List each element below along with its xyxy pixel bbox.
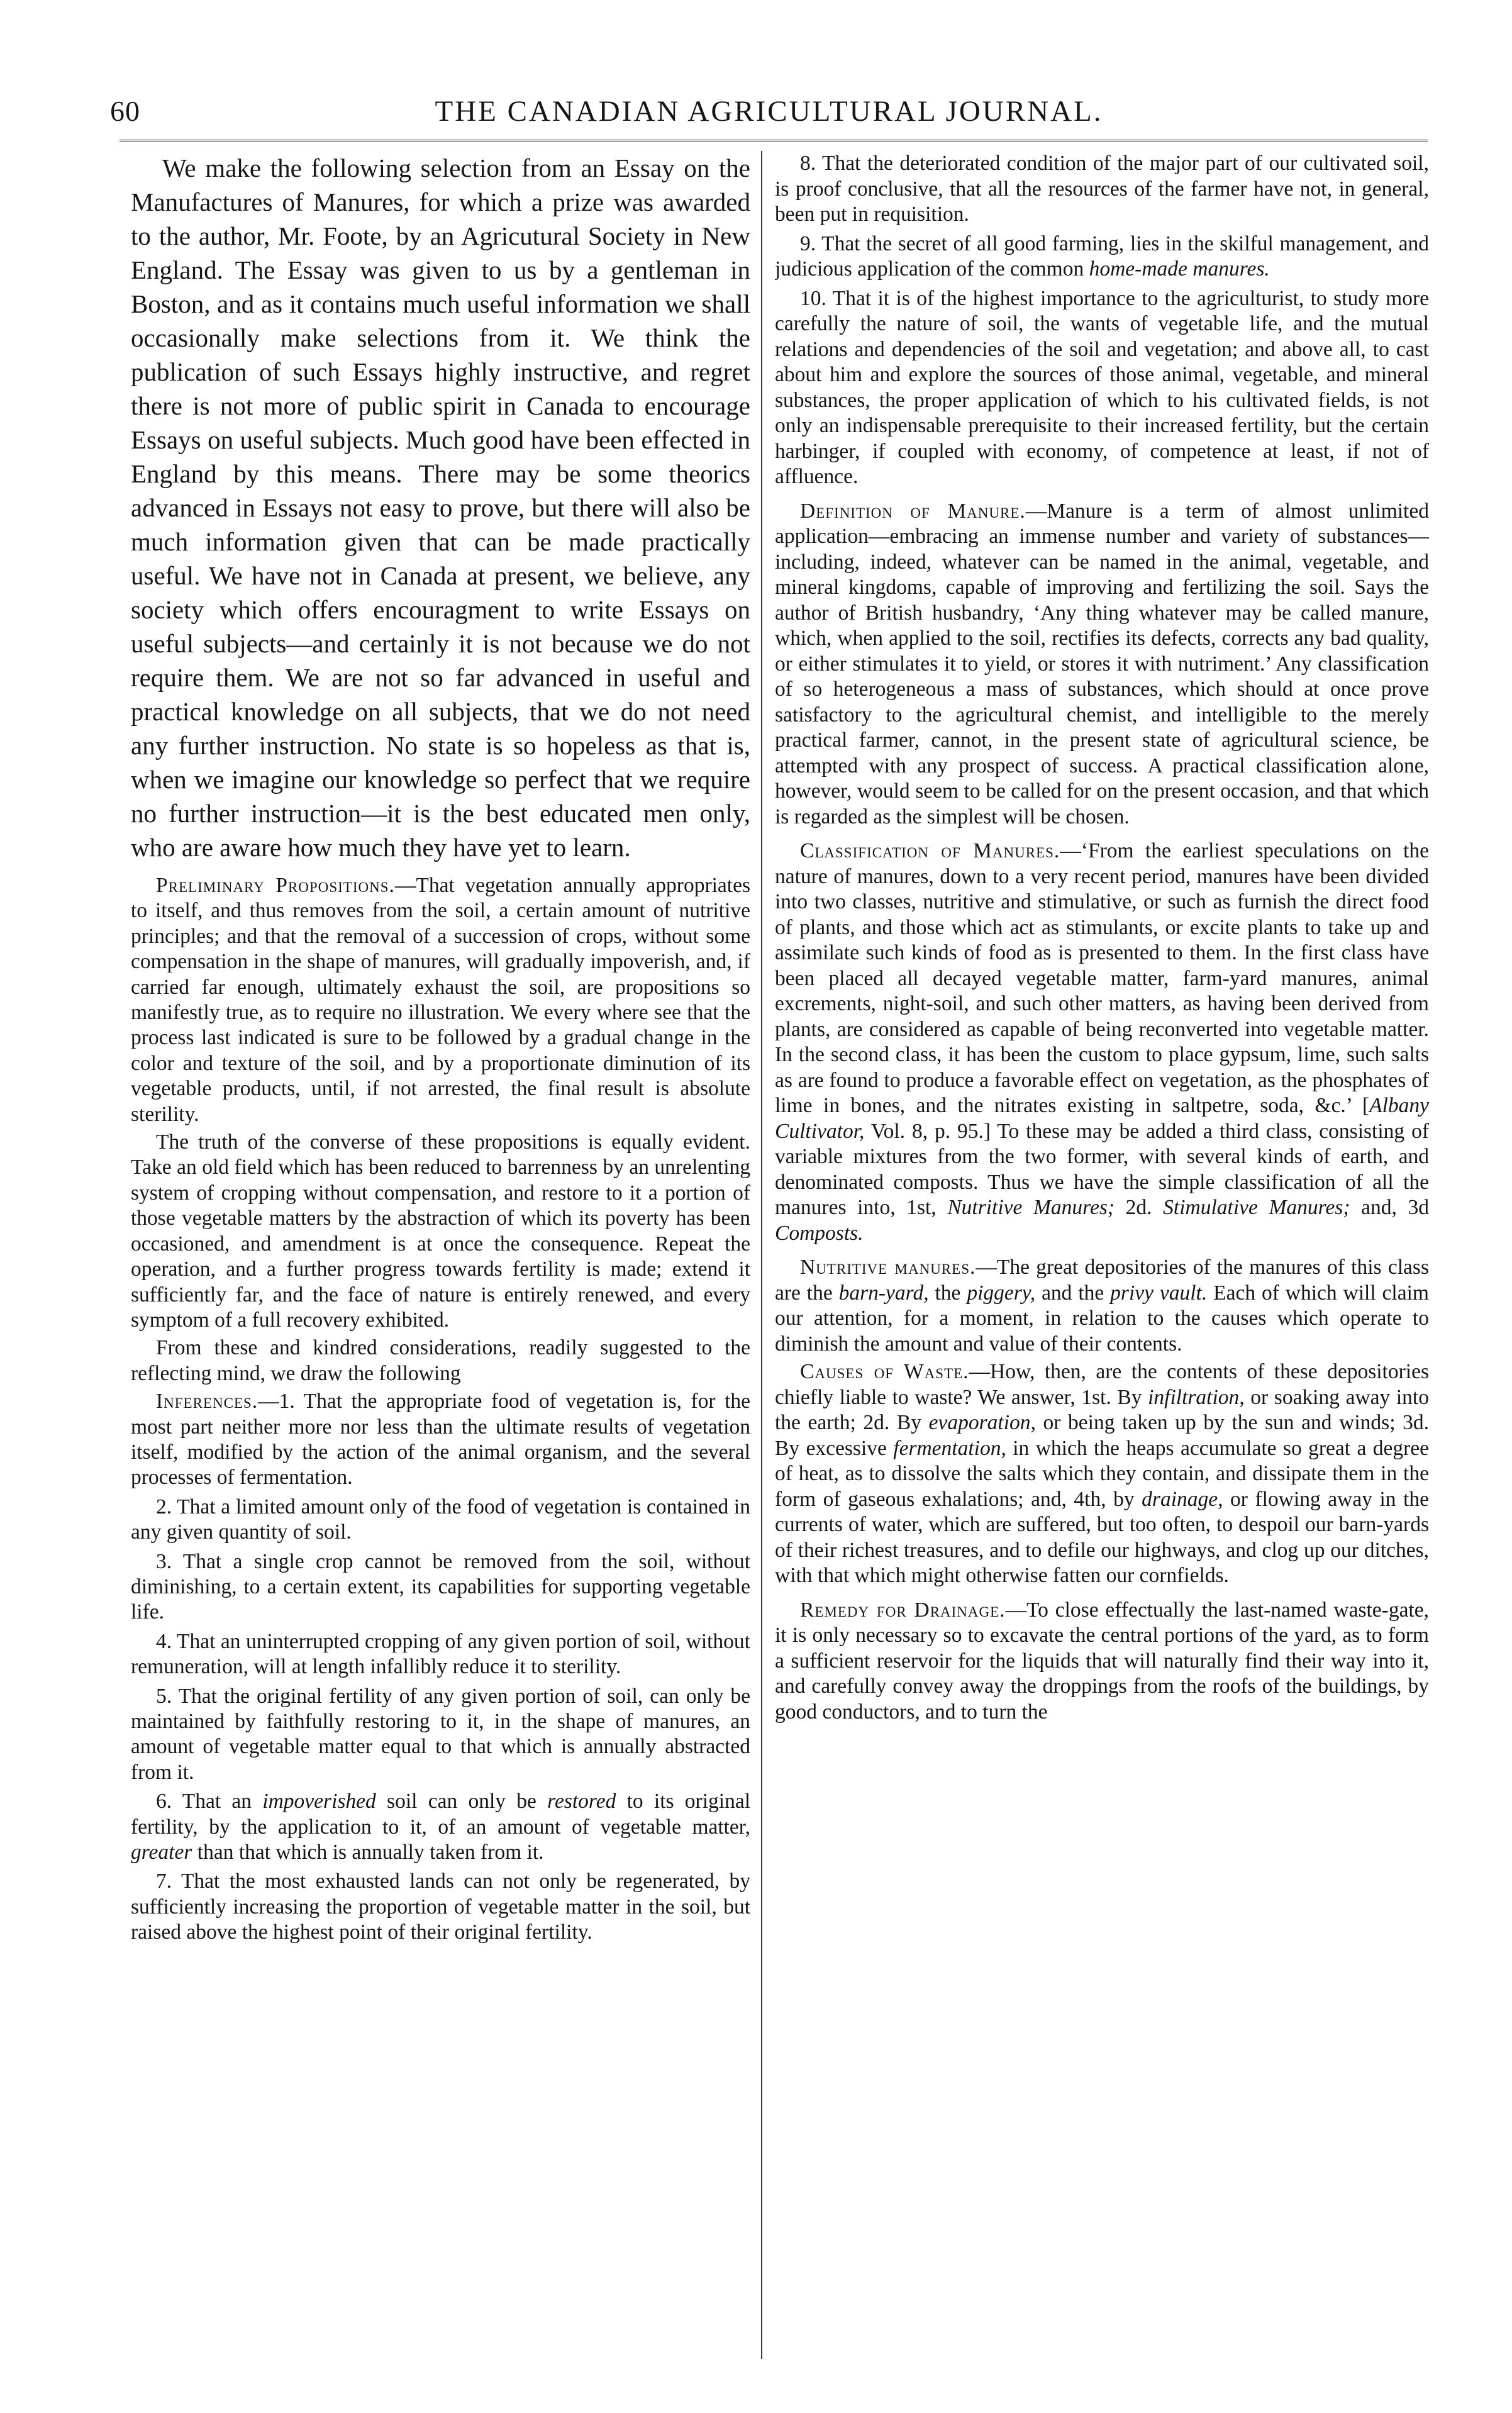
preliminary-propositions-heading: Preliminary Propositions. — [156, 874, 395, 897]
classification-em-stimulative: Stimulative Manures; — [1163, 1196, 1350, 1219]
inference-6-text-d: than that which is annually taken from it. — [192, 1841, 544, 1864]
inference-10: 10. That it is of the highest importance to the agriculturist, to study more carefully the nature of soil, the wants of vegetable life, and the mutual relations and dependencies of the soil and vegetation; and above all, to cast about him and explore the sources of those animal, vegetable, and mineral substances, the proper application of which to his cultivated fields, is not only an indispensable prerequisite to their increased fertility, but the certain harbinger, if coupled with economy, of competence at least, if not of affluence. — [775, 286, 1429, 488]
nutritive-text-c: and the — [1035, 1281, 1111, 1305]
inference-9-text: 9. That the secret of all good farming, lies in the skilful management, and judicious application of the common — [775, 231, 1429, 281]
preliminary-propositions-paragraph — [131, 873, 750, 1127]
intro-paragraph: We make the following selection from an Essay on the Manufactures of Manures, for which a prize was awarded to the author, Mr. Foote, by an Agricutural Society in New England. The Essay was given to us by a gentleman in Boston, and as it contains much useful information we shall occasionally make selections from it. We think the publication of such Essays highly instructive, and regret there is not more of public spirit in Canada to encourage Essays on useful subjects. Much good have been effected in England by this means. There may be some theorics advanced in Essays not easy to prove, but there will also be much information given that can be made practically useful. We have not in Canada at present, we believe, any society which offers encouragment to write Essays on useful subjects—and certainly it is not because we do not require them. We are not so far advanced in useful and practical knowledge on all subjects, that we do not need any further instruction. No state is so hopeless as that is, when we imagine our knowledge so perfect that we require no further instruction—it is the best educated men only, who are aware how much they have yet to learn. — [131, 153, 750, 862]
preliminary-propositions-text: —That vegetation annually appropriates to itself, and thus removes from the soil, a certain amount of nutritive principles; and that the removal of a succession of crops, without some compensation in the shape of manures, will gradually impoverish, and, if carried far enough, ultimately exhaust the soil, are propositions so manifestly true, as to require no illustration. We every where see that the process last indicated is sure to be followed by a gradual change in the color and texture of the soil, and by a proportionate diminution of its vegetable products, until, if not arrested, the final result is absolute sterility. — [131, 874, 750, 1126]
inference-8: 8. That the deteriorated condition of the major part of our cultivated soil, is proof conclusive, that all the resources of the farmer have not, in general, been put in requisition. — [775, 152, 1429, 226]
waste-paragraph — [775, 1359, 1429, 1589]
inference-6-text-c: to its original fertility, by the application to it, of an amount of vegetable matter, — [131, 1790, 750, 1839]
inference-6-text-b: soil can only be — [375, 1790, 548, 1814]
waste-text-c: or being taken up by the sun and winds; 3d. By excessive — [775, 1411, 1429, 1460]
definition-heading: Definition of Manure. — [800, 499, 1026, 523]
inference-3: 3. That a single crop cannot be removed from the soil, without diminishing, to a certain extent, its capabilities for supporting vegetable life. — [131, 1549, 750, 1624]
remedy-text: —To close effectually the last-named waste-gate, it is only necessary so to excavate the central portions of the yard, as to form a sufficient reservoir for the liquids that will naturally find their way into it, and carefully convey away the droppings from the roofs of the buildings, by good conductors, and to turn the — [775, 1598, 1429, 1724]
waste-em-evaporation: evaporation, — [928, 1411, 1036, 1434]
page-header — [110, 94, 1428, 130]
left-column — [131, 151, 750, 2365]
definition-text: —Manure is a term of almost unlimited application—embracing an immense number and variety of substances—including, indeed, whatever can be named in the animal, vegetable, and mineral kingdoms, capable of improving and fertilizing the soil. Says the author of British husbandry, ‘Any thing whatever may be called manure, which, when applied to the soil, rectifies its defects, corrects any bad quality, or either stimulates it to yield, or stores it with nutriment.’ Any classification of so heterogeneous a mass of substances, which should at once prove satisfactory to the agricultural chemist, and intelligible to the merely practical farmer, cannot, in the present state of agricultural science, be attempted with any prospect of success. A practical classification alone, however, would seem to be called for on the present occasion, and that which is regarded as the simplest will be chosen. — [775, 499, 1429, 828]
inference-1 — [131, 1389, 750, 1491]
inference-5: 5. That the original fertility of any given portion of soil, can only be maintained by faithfully restoring to it, in the shape of manures, an amount of vegetable matter equal to that which is annually abstracted from it. — [131, 1684, 750, 1784]
nutritive-heading: Nutritive manures. — [800, 1256, 976, 1279]
inference-2: 2. That a limited amount only of the food of vegetation is contained in any given quantity of soil. — [131, 1495, 750, 1544]
nutritive-paragraph — [775, 1255, 1429, 1357]
nutritive-em-privy: privy vault. — [1110, 1281, 1208, 1305]
definition-paragraph — [775, 499, 1429, 830]
classification-paragraph — [775, 839, 1429, 1246]
classification-text-c: 2d. — [1115, 1196, 1164, 1219]
waste-text-a: —How, then, are the contents of these depositories chiefly liable to waste? We answer, 1st. By — [775, 1360, 1429, 1409]
classification-citation: Albany Cultivator, — [775, 1094, 1429, 1143]
waste-text-d: in which the heaps accumulate so great a degree of heat, as to dissolve the salts which they contain, and dissipate them in the form of gaseous exhalations; and, 4th, by — [775, 1436, 1429, 1511]
remedy-paragraph — [775, 1598, 1429, 1725]
converse-paragraph: The truth of the converse of these propositions is equally evident. Take an old field which has been reduced to barrenness by an unrelenting system of cropping without compensation, and restore to it a portion of those vegetable matters by the abstraction of which its poverty has been occasioned, and amendment is at once the consequence. Repeat the operation, and a further progress towards fertility is made; extend it sufficiently far, and the face of nature is entirely renewed, and every symptom of a full recovery exhibited. — [131, 1130, 750, 1332]
column-divider — [761, 151, 762, 2359]
waste-em-drainage: drainage, — [1142, 1487, 1223, 1511]
inference-7: 7. That the most exhausted lands can not only be regenerated, by sufficiently increasing the proportion of vegetable matter in the soil, but raised above the highest point of their original fertility. — [131, 1870, 750, 1944]
waste-em-fermentation: fermentation, — [893, 1436, 1006, 1460]
classification-text-b: Vol. 8, p. 95.] To these may be added a third class, consisting of variable mixtures from the two former, with several kinds of earth, and denominated composts. Thus we have the simple classification of all the manures into, 1st, — [775, 1119, 1429, 1219]
inference-9 — [775, 231, 1429, 282]
nutritive-text-a: —The great depositories of the manures of this class are the — [775, 1256, 1429, 1305]
inference-6-em-restored: restored — [547, 1790, 616, 1814]
inference-6-text-a: 6. That an — [156, 1790, 263, 1814]
inferences-heading: Inferences. — [156, 1390, 258, 1413]
inference-1-text: —1. That the appropriate food of vegetation is, for the most part neither more nor less than the ultimate results of vegetation itself, modified by the action of the animal organism, and the several processes of fermentation. — [131, 1390, 750, 1490]
inference-4: 4. That an uninterrupted cropping of any given portion of soil, without remuneration, will at length infallibly reduce it to sterility. — [131, 1629, 750, 1679]
inference-9-em: home-made manures. — [1089, 257, 1270, 281]
classification-text-d: and, 3d — [1350, 1196, 1429, 1219]
header-rule — [120, 140, 1428, 142]
page-number: 60 — [110, 95, 140, 127]
waste-text-e: or flowing away in the currents of water, which are suffered, but too often, to despoil our barn-yards of their richest treasures, and to defile our highways, and clog up our ditches, with that which might otherwise fatten our cornfields. — [775, 1487, 1429, 1587]
classification-heading: Classification of Manures. — [800, 839, 1060, 862]
classification-text-a: —‘From the earliest speculations on the nature of manures, down to a very recent period, manures have been divided into two classes, nutritive and stimulative, or such as furnish the direct food of plants, and those which act as stimulants, or excite plants to take up and assimilate such kinds of food as is presented to them. In the first class have been placed all decayed vegetable matter, farm-yard manures, animal excrements, night-soil, and such other matters, as having been derived from plants, are considered as capable of being reconverted into vegetable matter. In the second class, it has been the custom to place gypsum, lime, such salts as are found to produce a favorable effect on vegetation, as the phosphates of lime in bones, and the nitrates existing in saltpetre, soda, &c.’ [ — [775, 839, 1429, 1117]
nutritive-text-d: Each of which will claim our attention, for a moment, in relation to the causes which operate to diminish the amount and value of their contents. — [775, 1281, 1429, 1356]
nutritive-em-barn-yard: barn-yard, — [838, 1281, 929, 1305]
waste-heading: Causes of Waste. — [800, 1360, 969, 1383]
remedy-heading: Remedy for Drainage. — [800, 1598, 1006, 1622]
nutritive-em-piggery: piggery, — [967, 1281, 1036, 1305]
inference-6-em-impoverished: impoverished — [262, 1790, 376, 1814]
right-column — [775, 151, 1429, 2365]
running-title: THE CANADIAN AGRICULTURAL JOURNAL. — [435, 95, 1103, 128]
waste-em-infiltration: infiltration, — [1148, 1385, 1245, 1409]
inference-6-em-greater: greater — [131, 1841, 192, 1864]
from-these-paragraph: From these and kindred considerations, readily suggested to the reflecting mind, we draw the following — [131, 1336, 750, 1385]
waste-text-b: or soaking away into the earth; 2d. By — [775, 1385, 1429, 1434]
nutritive-text-b: the — [928, 1281, 967, 1305]
classification-em-nutritive: Nutritive Manures; — [947, 1196, 1115, 1219]
inference-6 — [131, 1789, 750, 1865]
classification-em-composts: Composts. — [775, 1221, 864, 1245]
